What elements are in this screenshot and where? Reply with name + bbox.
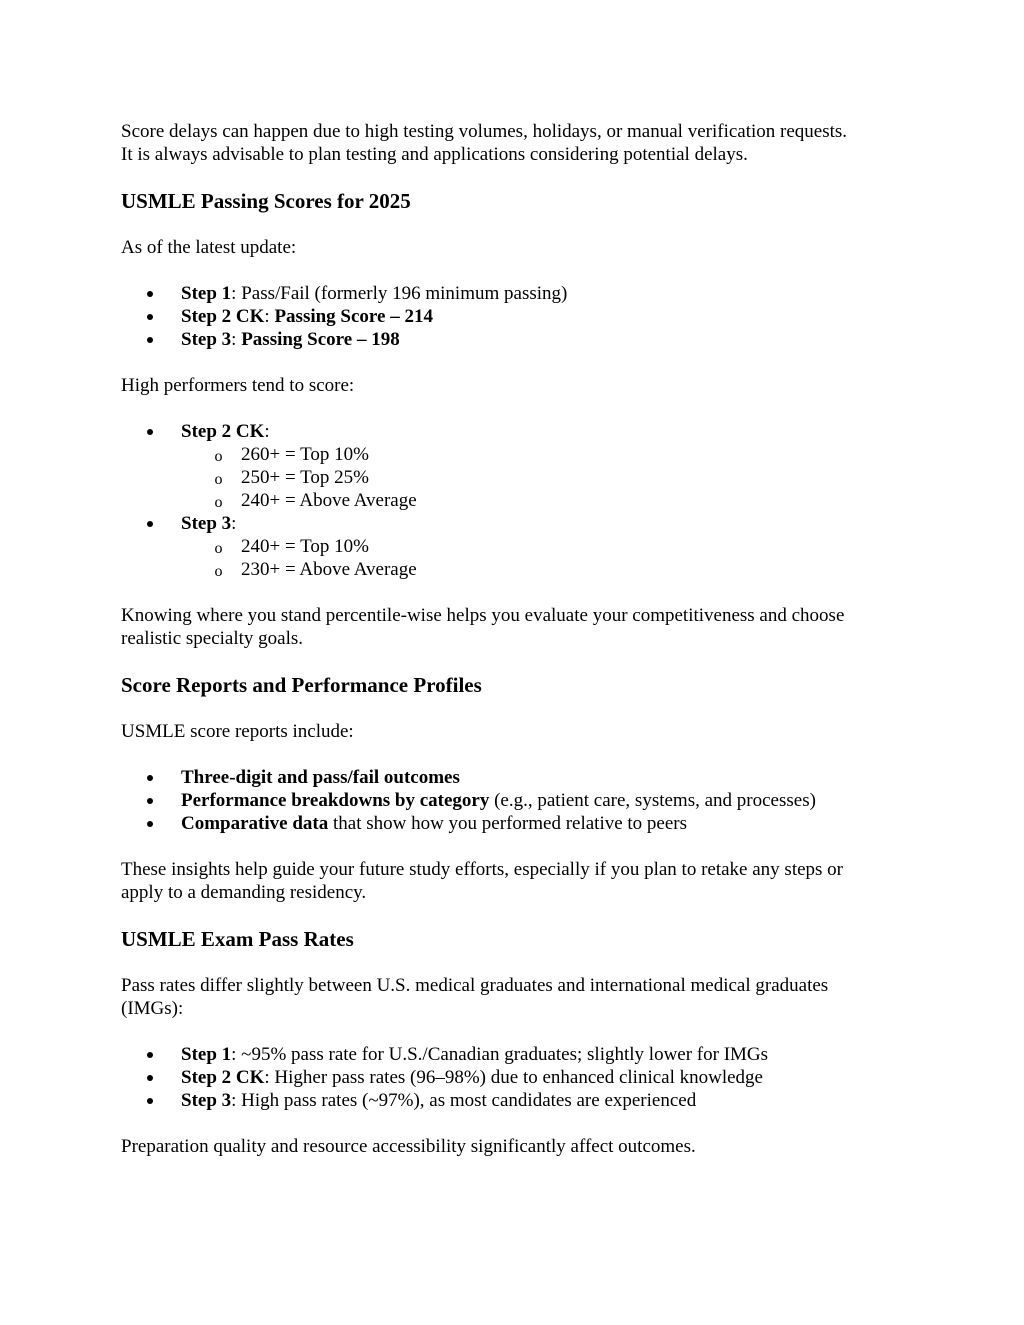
heading-score-reports: Score Reports and Performance Profiles — [121, 673, 482, 697]
reports-lead: USMLE score reports include: — [121, 721, 354, 742]
list-item: Step 2 CK: o 260+ = Top 10% o 250+ = Top 25% o 240+ = Above Average — [121, 420, 911, 512]
document-content — [121, 120, 911, 1158]
sub-list — [181, 535, 911, 581]
circle-bullet-icon: o — [214, 471, 223, 488]
bullet-icon — [147, 291, 153, 297]
bullet-icon — [147, 337, 153, 343]
passing-lead: As of the latest update: — [121, 237, 297, 258]
heading-pass-rates: USMLE Exam Pass Rates — [121, 927, 354, 951]
circle-bullet-icon: o — [214, 494, 223, 511]
list-item: Step 3: High pass rates (~97%), as most candidates are experienced — [121, 1089, 911, 1112]
bullet-icon — [147, 521, 153, 527]
bullet-icon — [147, 798, 153, 804]
intro-paragraph — [121, 120, 911, 166]
list-item: Step 3: o 240+ = Top 10% o 230+ = Above Average — [121, 512, 911, 581]
reports-list — [121, 766, 911, 835]
bullet-icon — [147, 1052, 153, 1058]
percentile-paragraph: Knowing where you stand percentile-wise helps you evaluate your competitiveness and choose realistic specialty goals. — [121, 605, 845, 649]
list-item: Step 1: ~95% pass rate for U.S./Canadian graduates; slightly lower for IMGs — [121, 1043, 911, 1066]
insights-paragraph: These insights help guide your future study efforts, especially if you plan to retake any steps or apply to a demanding residency. — [121, 859, 843, 903]
sub-list-item: o 260+ = Top 10% — [214, 444, 369, 465]
sub-list-item: o 240+ = Top 10% — [214, 536, 369, 557]
list-item: Comparative data that show how you performed relative to peers — [121, 812, 911, 835]
high-performers-lead: High performers tend to score: — [121, 375, 355, 396]
list-item: Performance breakdowns by category (e.g., patient care, systems, and processes) — [121, 789, 911, 812]
bullet-icon — [147, 821, 153, 827]
heading-passing-scores: USMLE Passing Scores for 2025 — [121, 189, 411, 213]
sub-list-item: o 240+ = Above Average — [214, 490, 417, 511]
circle-bullet-icon: o — [214, 540, 223, 557]
bullet-icon — [147, 314, 153, 320]
circle-bullet-icon: o — [214, 448, 223, 465]
bullet-icon — [147, 775, 153, 781]
passing-scores-list — [121, 282, 911, 351]
pass-rates-lead: Pass rates differ slightly between U.S. medical graduates and international medical graduates (IMGs): — [121, 975, 829, 1019]
intro-line-2: It is always advisable to plan testing and applications considering potential delays. — [121, 144, 748, 165]
high-performers-list — [121, 420, 911, 581]
list-item: Step 3: Passing Score – 198 — [121, 328, 911, 351]
bullet-icon — [147, 429, 153, 435]
closing-paragraph: Preparation quality and resource accessibility significantly affect outcomes. — [121, 1136, 696, 1157]
list-item: Step 2 CK: Higher pass rates (96–98%) due to enhanced clinical knowledge — [121, 1066, 911, 1089]
bullet-icon — [147, 1098, 153, 1104]
sub-list-item: o 230+ = Above Average — [214, 559, 417, 580]
pass-rates-list — [121, 1043, 911, 1112]
list-item: Three-digit and pass/fail outcomes — [121, 766, 911, 789]
bullet-icon — [147, 1075, 153, 1081]
sub-list — [181, 443, 911, 512]
list-item: Step 1: Pass/Fail (formerly 196 minimum passing) — [121, 282, 911, 305]
circle-bullet-icon: o — [214, 563, 223, 580]
sub-list-item: o 250+ = Top 25% — [214, 467, 369, 488]
intro-line-1: Score delays can happen due to high testing volumes, holidays, or manual verification requests. — [121, 121, 848, 142]
list-item: Step 2 CK: Passing Score – 214 — [121, 305, 911, 328]
